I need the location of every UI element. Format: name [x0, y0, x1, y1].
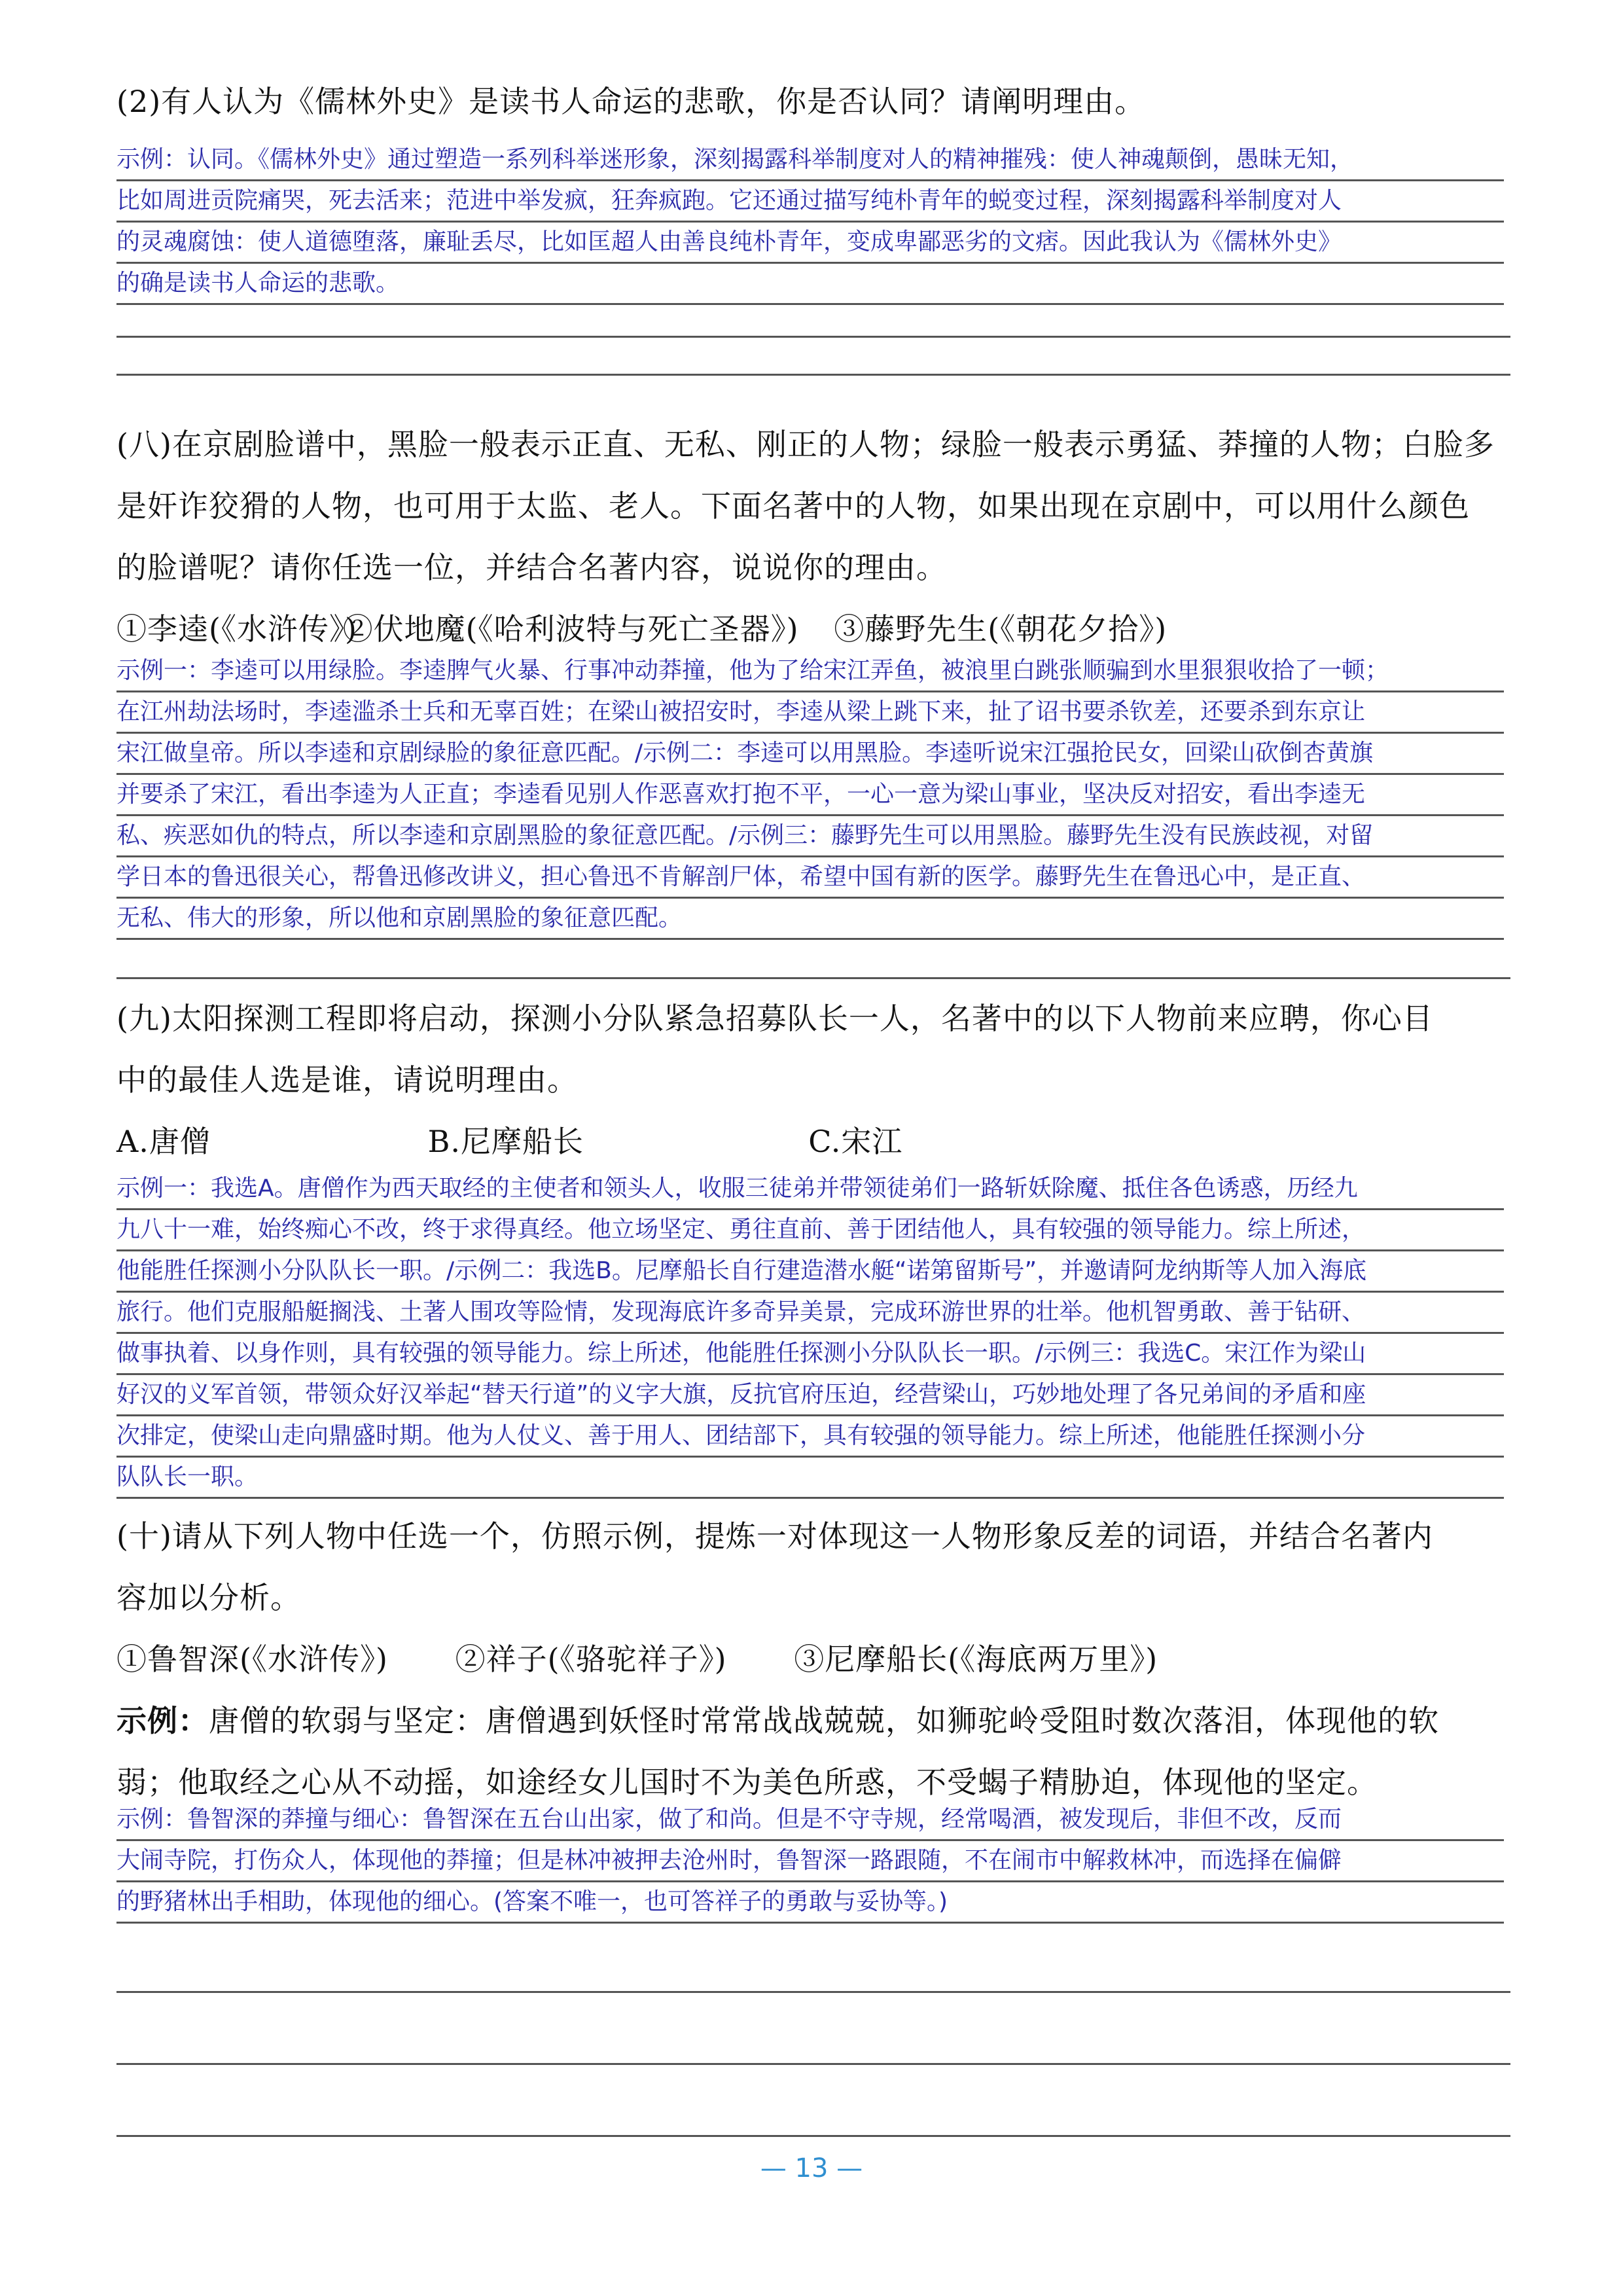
example-line: [116, 1690, 1510, 1751]
answer-line: 的野猪林出手相助，体现他的细心。(答案不唯一，也可答祥子的勇敢与妥协等。): [116, 1882, 1504, 1924]
answer-line: 的确是读书人命运的悲歌。: [116, 264, 1504, 305]
answer-line: 并要杀了宋江，看出李逵为人正直；李逵看见别人作恶喜欢打抱不平，一心一意为梁山事业，坚决反对招安，看出李逵无: [116, 775, 1504, 816]
answer-line: 旅行。他们克服船艇搁浅、土著人围攻等险情，发现海底许多奇异美景，完成环游世界的壮举。他机智勇敢、善于钻研、: [116, 1293, 1504, 1334]
question-text: (八)在京剧脸谱中，黑脸一般表示正直、无私、刚正的人物；绿脸一般表示勇猛、莽撞的人物；白脸多: [116, 427, 1495, 462]
question-7-2: [116, 71, 1510, 132]
answer-9: [116, 1169, 1504, 1499]
blank-answer-line: [116, 2063, 1510, 2065]
blank-answer-line: [116, 977, 1510, 979]
answer-10: [116, 1800, 1504, 1924]
answer-line: 的灵魂腐蚀：使人道德堕落，廉耻丢尽，比如匡超人由善良纯朴青年，变成卑鄙恶劣的文痞。因此我认为《儒林外史》: [116, 223, 1504, 264]
option: ②伏地魔(《哈利波特与死亡圣器》): [342, 611, 799, 647]
answer-7-2: [116, 140, 1504, 305]
options-row: [116, 1628, 1510, 1690]
answer-8: [116, 651, 1504, 940]
answer-line: 好汉的义军首领，带领众好汉举起“替天行道”的义字大旗，反抗官府压迫，经营梁山，巧妙地处理了各兄弟间的矛盾和座: [116, 1375, 1504, 1416]
option: ①鲁智深(《水浒传》): [116, 1641, 388, 1677]
answer-line: 示例一：我选A。唐僧作为西天取经的主使者和领头人，收服三徒弟并带领徒弟们一路斩妖除魔、抵住各色诱惑，历经九: [116, 1169, 1504, 1210]
question-text: (九)太阳探测工程即将启动，探测小分队紧急招募队长一人，名著中的以下人物前来应聘，你心目: [116, 1001, 1433, 1036]
answer-line: 比如周进贡院痛哭，死去活来；范进中举发疯，狂奔疯跑。它还通过描写纯朴青年的蜕变过程，深刻揭露科举制度对人: [116, 181, 1504, 223]
answer-line: 在江州劫法场时，李逵滥杀士兵和无辜百姓；在梁山被招安时，李逵从梁上跳下来，扯了诏书要杀钦差，还要杀到东京让: [116, 692, 1504, 734]
question-text: 的脸谱呢？请你任选一位，并结合名著内容，说说你的理由。: [116, 550, 947, 585]
blank-answer-line: [116, 1991, 1510, 1993]
question-8: [116, 414, 1510, 660]
option: ③藤野先生(《朝花夕拾》): [834, 611, 1168, 647]
question-text: 中的最佳人选是谁，请说明理由。: [116, 1062, 578, 1098]
option: ②祥子(《骆驼祥子》): [455, 1641, 727, 1677]
example-label: 示例：: [116, 1703, 209, 1738]
question-text: (2)有人认为《儒林外史》是读书人命运的悲歌，你是否认同？请阐明理由。: [116, 84, 1146, 119]
option: ①李逵(《水浒传》): [116, 611, 357, 647]
answer-line: 九八十一难，始终痴心不改，终于求得真经。他立场坚定、勇往直前、善于团结他人，具有较强的领导能力。综上所述，: [116, 1210, 1504, 1251]
options-row: [116, 1111, 1510, 1172]
answer-line: 大闹寺院，打伤众人，体现他的莽撞；但是林冲被押去沧州时，鲁智深一路跟随，不在闹市中解救林冲，而选择在偏僻: [116, 1841, 1504, 1882]
blank-answer-line: [116, 374, 1510, 376]
answer-line: 示例：认同。《儒林外史》通过塑造一系列科举迷形象，深刻揭露科举制度对人的精神摧残：使人神魂颠倒，愚昧无知，: [116, 140, 1504, 181]
option: C.宋江: [808, 1124, 903, 1159]
answer-line: 他能胜任探测小分队队长一职。/示例二：我选B。尼摩船长自行建造潜水艇“诺第留斯号”，并邀请阿龙纳斯等人加入海底: [116, 1251, 1504, 1293]
page-number: — 13 —: [760, 2153, 863, 2183]
answer-line: 无私、伟大的形象，所以他和京剧黑脸的象征意匹配。: [116, 899, 1504, 940]
question-text: 容加以分析。: [116, 1580, 301, 1615]
answer-line: 队队长一职。: [116, 1458, 1504, 1499]
answer-line: 次排定，使梁山走向鼎盛时期。他为人仗义、善于用人、团结部下，具有较强的领导能力。综上所述，他能胜任探测小分: [116, 1416, 1504, 1458]
options-row: [116, 598, 1510, 660]
answer-line: 学日本的鲁迅很关心，帮鲁迅修改讲义，担心鲁迅不肯解剖尸体，希望中国有新的医学。藤野先生在鲁迅心中，是正直、: [116, 857, 1504, 899]
option: B.尼摩船长: [427, 1124, 584, 1159]
answer-line: 私、疾恶如仇的特点，所以李逵和京剧黑脸的象征意匹配。/示例三：藤野先生可以用黑脸。藤野先生没有民族歧视，对留: [116, 816, 1504, 857]
answer-line: 示例：鲁智深的莽撞与细心：鲁智深在五台山出家，做了和尚。但是不守寺规，经常喝酒，被发现后，非但不改，反而: [116, 1800, 1504, 1841]
answer-line: 示例一：李逵可以用绿脸。李逵脾气火暴、行事冲动莽撞，他为了给宋江弄鱼，被浪里白跳张顺骗到水里狠狠收拾了一顿；: [116, 651, 1504, 692]
blank-answer-line: [116, 2135, 1510, 2137]
blank-answer-line: [116, 336, 1510, 338]
example-text: 唐僧的软弱与坚定：唐僧遇到妖怪时常常战战兢兢，如狮驼岭受阻时数次落泪，体现他的软: [209, 1703, 1439, 1738]
question-text: (十)请从下列人物中任选一个，仿照示例，提炼一对体现这一人物形象反差的词语，并结合名著内: [116, 1518, 1433, 1554]
question-10: [116, 1505, 1510, 1813]
option: A.唐僧: [116, 1124, 211, 1159]
question-text: 是奸诈狡猾的人物，也可用于太监、老人。下面名著中的人物，如果出现在京剧中，可以用什么颜色: [116, 488, 1470, 524]
example-line: 弱；他取经之心从不动摇，如途经女儿国时不为美色所惑，不受蝎子精胁迫，体现他的坚定。: [116, 1765, 1378, 1800]
option: ③尼摩船长(《海底两万里》): [794, 1641, 1158, 1677]
question-9: [116, 988, 1510, 1172]
answer-line: 做事执着、以身作则，具有较强的领导能力。综上所述，他能胜任探测小分队队长一职。/示例三：我选C。宋江作为梁山: [116, 1334, 1504, 1375]
answer-line: 宋江做皇帝。所以李逵和京剧绿脸的象征意匹配。/示例二：李逵可以用黑脸。李逵听说宋江强抢民女，回梁山砍倒杏黄旗: [116, 734, 1504, 775]
